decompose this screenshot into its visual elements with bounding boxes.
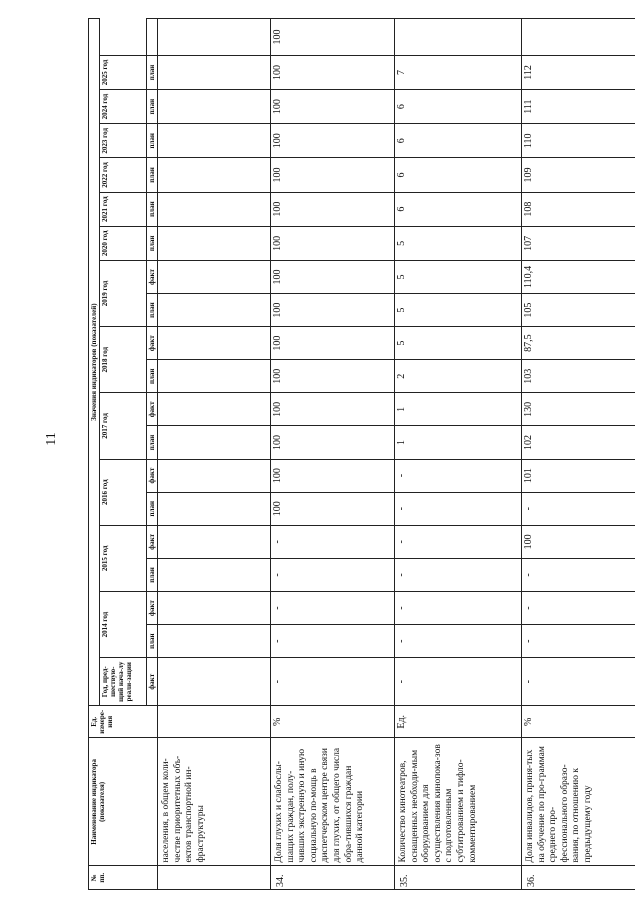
- header-2015-fact: факт: [147, 525, 158, 558]
- value-cell: [158, 192, 271, 226]
- header-year-2019: 2019 год: [100, 260, 147, 326]
- indicator-name: Количество кинотеатров, оснащенных необходи-мым оборудованием для осуществления кинопока-зов с подготовленным субтитрованием и тифло-комментированием: [395, 738, 522, 866]
- header-2018-plan: план: [147, 360, 158, 393]
- value-cell: [158, 19, 271, 56]
- value-cell: -: [271, 525, 395, 558]
- header-values-title: Значения индикаторов (показателей): [89, 19, 100, 706]
- value-cell: 100: [271, 19, 395, 56]
- value-cell: [158, 55, 271, 89]
- value-cell: [158, 158, 271, 192]
- header-2018-fact: факт: [147, 327, 158, 360]
- value-cell: [395, 19, 522, 56]
- indicator-unit: [158, 706, 271, 738]
- header-2017-fact: факт: [147, 393, 158, 426]
- value-cell: 6: [395, 124, 522, 158]
- value-cell: 103: [522, 360, 635, 393]
- value-cell: -: [395, 492, 522, 525]
- value-cell: [158, 393, 271, 426]
- row-number: [158, 866, 271, 890]
- header-year-2016: 2016 год: [100, 459, 147, 525]
- value-cell: -: [395, 591, 522, 624]
- value-cell: -: [271, 625, 395, 658]
- value-cell: 5: [395, 260, 522, 293]
- row-number: 35.: [395, 866, 522, 890]
- table-row: [522, 19, 635, 890]
- indicator-unit: Ед.: [395, 706, 522, 738]
- value-cell: 111: [522, 90, 635, 124]
- header-2022-plan: план: [147, 158, 158, 192]
- value-cell: -: [522, 591, 635, 624]
- value-cell: 87,5: [522, 327, 635, 360]
- header-2023-plan: план: [147, 124, 158, 158]
- table-row: [158, 19, 271, 890]
- value-cell: 100: [271, 327, 395, 360]
- value-cell: -: [522, 625, 635, 658]
- header-unit: Ед. измере-ния: [89, 706, 158, 738]
- value-cell: 1: [395, 426, 522, 459]
- header-2019-plan: план: [147, 294, 158, 327]
- value-cell: 112: [522, 55, 635, 89]
- header-2014-fact: факт: [147, 591, 158, 624]
- value-cell: [158, 658, 271, 706]
- value-cell: 110: [522, 124, 635, 158]
- indicator-unit: %: [522, 706, 635, 738]
- value-cell: [158, 625, 271, 658]
- value-cell: 107: [522, 226, 635, 260]
- indicators-table: [88, 18, 635, 890]
- value-cell: [158, 591, 271, 624]
- value-cell: [158, 90, 271, 124]
- value-cell: 105: [522, 294, 635, 327]
- value-cell: 100: [271, 294, 395, 327]
- value-cell: -: [522, 558, 635, 591]
- header-2024-plan: план: [147, 90, 158, 124]
- header-year-2020: 2020 год: [100, 226, 147, 260]
- header-year-2025: 2025 год: [100, 55, 147, 89]
- value-cell: [158, 294, 271, 327]
- value-cell: [158, 260, 271, 293]
- header-2020-plan: план: [147, 226, 158, 260]
- value-cell: 1: [395, 393, 522, 426]
- value-cell: -: [522, 492, 635, 525]
- header-no: № пп.: [89, 866, 158, 890]
- header-year-2024: 2024 год: [100, 90, 147, 124]
- value-cell: 100: [271, 360, 395, 393]
- value-cell: [158, 426, 271, 459]
- header-year-2021: 2021 год: [100, 192, 147, 226]
- value-cell: 109: [522, 158, 635, 192]
- value-cell: 6: [395, 90, 522, 124]
- header-2015-plan: план: [147, 558, 158, 591]
- page-number: 11: [44, 432, 59, 446]
- header-2019-fact: факт: [147, 260, 158, 293]
- value-cell: [158, 360, 271, 393]
- value-cell: 108: [522, 192, 635, 226]
- value-cell: [522, 19, 635, 56]
- value-cell: 100: [271, 90, 395, 124]
- value-cell: 5: [395, 226, 522, 260]
- header-year-2022: 2022 год: [100, 158, 147, 192]
- value-cell: -: [395, 558, 522, 591]
- value-cell: 7: [395, 55, 522, 89]
- value-cell: 100: [271, 260, 395, 293]
- value-cell: -: [271, 591, 395, 624]
- value-cell: 6: [395, 158, 522, 192]
- value-cell: 6: [395, 192, 522, 226]
- value-cell: 100: [271, 124, 395, 158]
- value-cell: [158, 124, 271, 158]
- indicator-name: Доля глухих и слабослы-шащих граждан, полу-чивших экстренную и иную социальную по-мощь в диспетчерском центре связи для глухих, от общего числа обра-тившихся граждан данной категории: [271, 738, 395, 866]
- table-row: [395, 19, 522, 890]
- header-base-fact: факт: [147, 658, 158, 706]
- value-cell: 102: [522, 426, 635, 459]
- value-cell: -: [395, 459, 522, 492]
- value-cell: 100: [271, 492, 395, 525]
- header-2021-plan: план: [147, 192, 158, 226]
- value-cell: 100: [271, 226, 395, 260]
- value-cell: [158, 492, 271, 525]
- value-cell: -: [271, 558, 395, 591]
- value-cell: [158, 327, 271, 360]
- header-base-year: Год, пред-шествую-щий нача-лу реали-зации: [100, 658, 147, 706]
- value-cell: -: [395, 525, 522, 558]
- header-year-2017: 2017 год: [100, 393, 147, 459]
- header-year-2023: 2023 год: [100, 124, 147, 158]
- indicator-name: населения, в общем коли-честве приоритетных объ-ектов транспортной ин-фраструктуры: [158, 738, 271, 866]
- value-cell: 100: [522, 525, 635, 558]
- value-cell: 100: [271, 459, 395, 492]
- indicator-name: Доля инвалидов, приня-тых на обучение по про-граммам среднего про-фессионального образо-вания, по отношению к предыдущему году: [522, 738, 635, 866]
- value-cell: 110,4: [522, 260, 635, 293]
- value-cell: 5: [395, 294, 522, 327]
- value-cell: -: [395, 658, 522, 706]
- row-number: 36.: [522, 866, 635, 890]
- header-name: Наименование индикатора (показателя): [89, 738, 158, 866]
- header-extra-empty: [147, 19, 158, 56]
- header-2025-plan: план: [147, 55, 158, 89]
- header-year-2015: 2015 год: [100, 525, 147, 591]
- value-cell: 100: [271, 158, 395, 192]
- header-2016-fact: факт: [147, 459, 158, 492]
- header-2016-plan: план: [147, 492, 158, 525]
- value-cell: [158, 558, 271, 591]
- rotated-table-container: [88, 18, 613, 890]
- header-year-2018: 2018 год: [100, 327, 147, 393]
- value-cell: -: [522, 658, 635, 706]
- value-cell: [158, 226, 271, 260]
- value-cell: 2: [395, 360, 522, 393]
- value-cell: [158, 525, 271, 558]
- header-year-2014: 2014 год: [100, 591, 147, 657]
- table-row: [271, 19, 395, 890]
- header-2017-plan: план: [147, 426, 158, 459]
- value-cell: 101: [522, 459, 635, 492]
- value-cell: 100: [271, 55, 395, 89]
- value-cell: [158, 459, 271, 492]
- row-number: 34.: [271, 866, 395, 890]
- header-row-top: [89, 19, 100, 890]
- indicator-unit: %: [271, 706, 395, 738]
- value-cell: 100: [271, 192, 395, 226]
- value-cell: 5: [395, 327, 522, 360]
- value-cell: 130: [522, 393, 635, 426]
- header-2014-plan: план: [147, 625, 158, 658]
- value-cell: -: [271, 658, 395, 706]
- value-cell: 100: [271, 393, 395, 426]
- value-cell: 100: [271, 426, 395, 459]
- value-cell: -: [395, 625, 522, 658]
